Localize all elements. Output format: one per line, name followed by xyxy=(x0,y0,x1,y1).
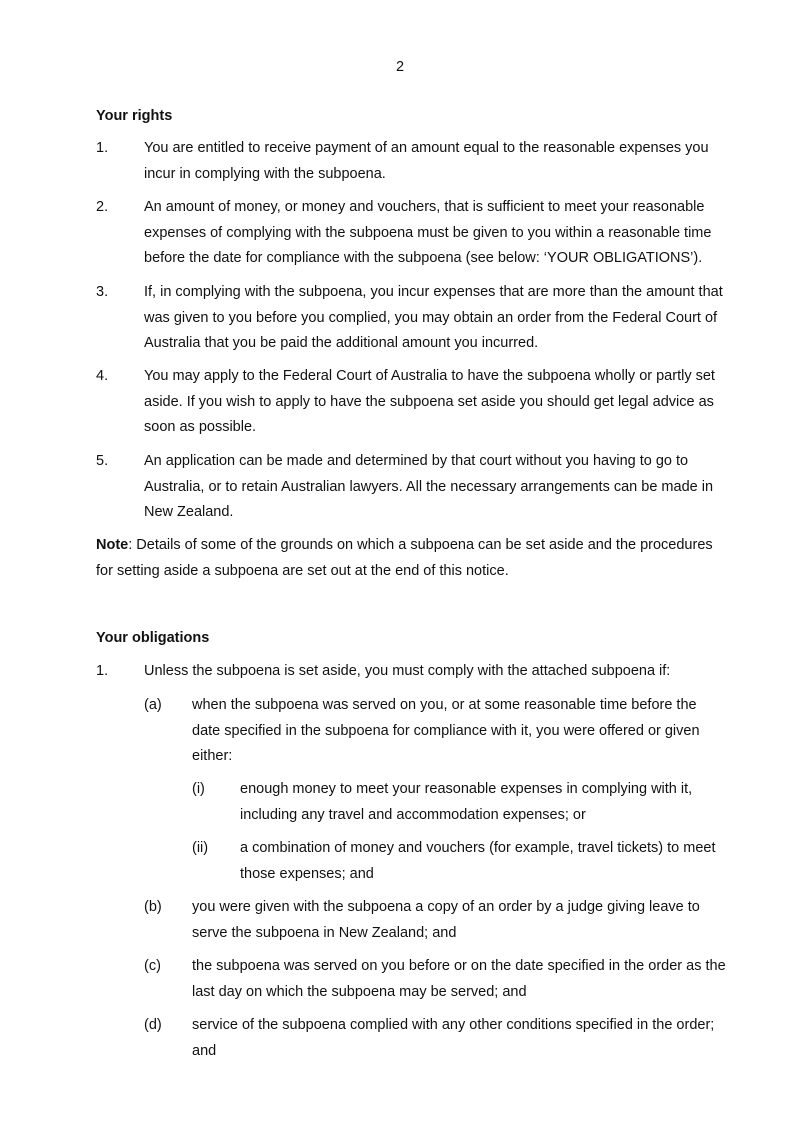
list-number: (b) xyxy=(144,899,162,915)
list-text: a combination of money and vouchers (for example, travel tickets) to meet those expenses; and xyxy=(240,840,716,882)
obligations-item-d xyxy=(144,1013,726,1064)
obligations-item-c xyxy=(144,954,726,1005)
obligations-item-1 xyxy=(96,659,726,685)
list-text: If, in complying with the subpoena, you incur expenses that are more than the amount that was given to you before you complied, you may obtain an order from the Federal Court of Australia that you be paid the additional amount you incurred. xyxy=(144,284,723,351)
list-number: (ii) xyxy=(192,840,209,856)
list-number: 4. xyxy=(96,368,109,384)
rights-item-4 xyxy=(96,364,726,441)
list-text: you were given with the subpoena a copy of an order by a judge giving leave to serve the subpoena in New Zealand; and xyxy=(192,899,700,941)
rights-item-3 xyxy=(96,280,726,357)
list-number: 1. xyxy=(96,140,109,156)
page-number: 2 xyxy=(395,59,405,75)
list-text: when the subpoena was served on you, or at some reasonable time before the date specified in the subpoena for compliance with it, you were offered or given either: xyxy=(192,697,700,764)
list-number: 3. xyxy=(96,284,109,300)
list-number: 5. xyxy=(96,453,109,469)
note-text: : Details of some of the grounds on which a subpoena can be set aside and the procedures for setting aside a subpoena are set out at the end of this notice. xyxy=(96,537,713,579)
list-text: An application can be made and determined by that court without you having to go to Australia, or to retain Australian lawyers. All the necessary arrangements can be made in New Zealand. xyxy=(144,453,714,520)
list-text: Unless the subpoena is set aside, you must comply with the attached subpoena if: xyxy=(144,663,671,679)
list-text: the subpoena was served on you before or on the date specified in the order as the last day on which the subpoena may be served; and xyxy=(192,958,726,1000)
list-number: 1. xyxy=(96,663,109,679)
obligations-item-a-ii xyxy=(192,836,726,887)
obligations-item-b xyxy=(144,895,726,946)
rights-item-2 xyxy=(96,195,726,272)
list-number: 2. xyxy=(96,199,109,215)
obligations-heading: Your obligations xyxy=(96,630,210,646)
rights-heading: Your rights xyxy=(96,108,173,124)
list-text: An amount of money, or money and vouchers, that is sufficient to meet your reasonable expenses of complying with the subpoena must be given to you within a reasonable time before the date for compliance with the subpoena (see below: ‘YOUR OBLIGATIONS’). xyxy=(144,199,712,266)
list-text: service of the subpoena complied with any other conditions specified in the order; and xyxy=(192,1017,715,1059)
obligations-item-a xyxy=(144,693,726,770)
note-label: Note xyxy=(96,537,129,553)
rights-note xyxy=(96,533,726,584)
list-text: enough money to meet your reasonable expenses in complying with it, including any travel and accommodation expenses; or xyxy=(240,781,693,823)
list-text: You are entitled to receive payment of an amount equal to the reasonable expenses you incur in complying with the subpoena. xyxy=(144,140,709,182)
obligations-item-a-i xyxy=(192,777,726,828)
list-number: (i) xyxy=(192,781,205,797)
list-text: You may apply to the Federal Court of Australia to have the subpoena wholly or partly set aside. If you wish to apply to have the subpoena set aside you should get legal advice as soon as possible. xyxy=(144,368,715,435)
list-number: (c) xyxy=(144,958,161,974)
rights-item-5 xyxy=(96,449,726,526)
list-number: (a) xyxy=(144,697,162,713)
rights-item-1 xyxy=(96,136,726,187)
list-number: (d) xyxy=(144,1017,162,1033)
